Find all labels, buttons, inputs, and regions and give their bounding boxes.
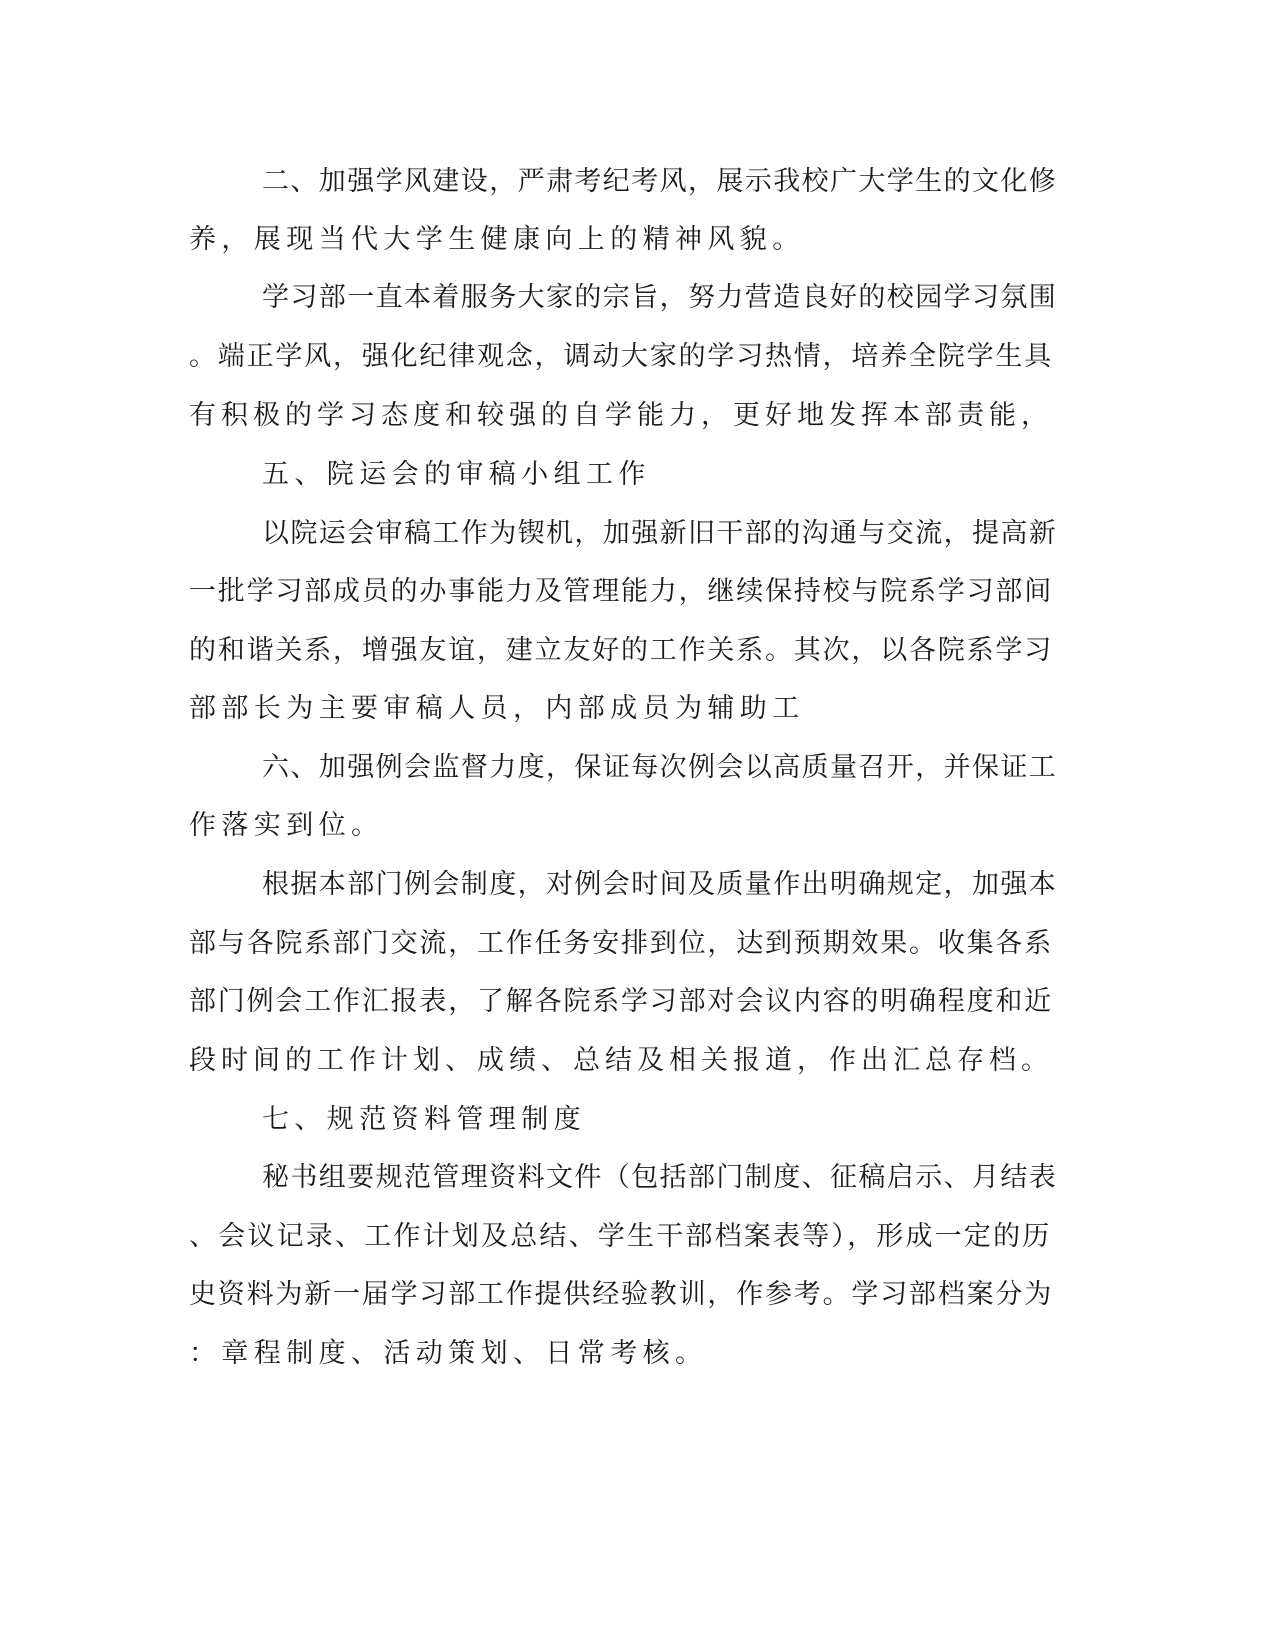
text-line: 有积极的学习态度和较强的自学能力，更好地发挥本部责能， — [189, 400, 1053, 431]
text-line: 作落实到位。 — [189, 810, 384, 841]
text-line: 的和谐关系，增强友谊，建立友好的工作关系。其次，以各院系学习 — [189, 635, 1053, 666]
text-line: 养，展现当代大学生健康向上的精神风貌。 — [189, 224, 805, 255]
text-line: 六、加强例会监督力度，保证每次例会以高质量召开，并保证工 — [262, 752, 1058, 783]
text-line: 学习部一直本着服务大家的宗旨，努力营造良好的校园学习氛围 — [262, 282, 1058, 313]
text-line: 秘书组要规范管理资料文件（包括部门制度、征稿启示、月结表 — [262, 1162, 1058, 1193]
text-line: 部门例会工作汇报表，了解各院系学习部对会议内容的明确程度和近 — [189, 986, 1053, 1017]
text-line: 以院运会审稿工作为锲机，加强新旧干部的沟通与交流，提高新 — [262, 518, 1058, 549]
text-line: ：章程制度、活动策划、日常考核。 — [189, 1338, 708, 1369]
text-line: 根据本部门例会制度，对例会时间及质量作出明确规定，加强本 — [262, 869, 1058, 900]
section-heading: 五、院运会的审稿小组工作 — [262, 459, 651, 490]
text-line: 二、加强学风建设，严肃考纪考风，展示我校广大学生的文化修 — [262, 166, 1058, 197]
text-line: 一批学习部成员的办事能力及管理能力，继续保持校与院系学习部间 — [189, 576, 1053, 607]
section-heading: 七、规范资料管理制度 — [262, 1104, 586, 1135]
text-line: 史资料为新一届学习部工作提供经验教训，作参考。学习部档案分为 — [189, 1279, 1053, 1310]
text-line: 部与各院系部门交流，工作任务安排到位，达到预期效果。收集各系 — [189, 928, 1053, 959]
text-line: 部部长为主要审稿人员，内部成员为辅助工 — [189, 693, 805, 724]
text-line: 、会议记录、工作计划及总结、学生干部档案表等），形成一定的历 — [189, 1221, 1052, 1252]
text-line: 。端正学风，强化纪律观念，调动大家的学习热情，培养全院学生具 — [189, 341, 1053, 372]
text-line: 段时间的工作计划、成绩、总结及相关报道，作出汇总存档。 — [189, 1045, 1053, 1076]
